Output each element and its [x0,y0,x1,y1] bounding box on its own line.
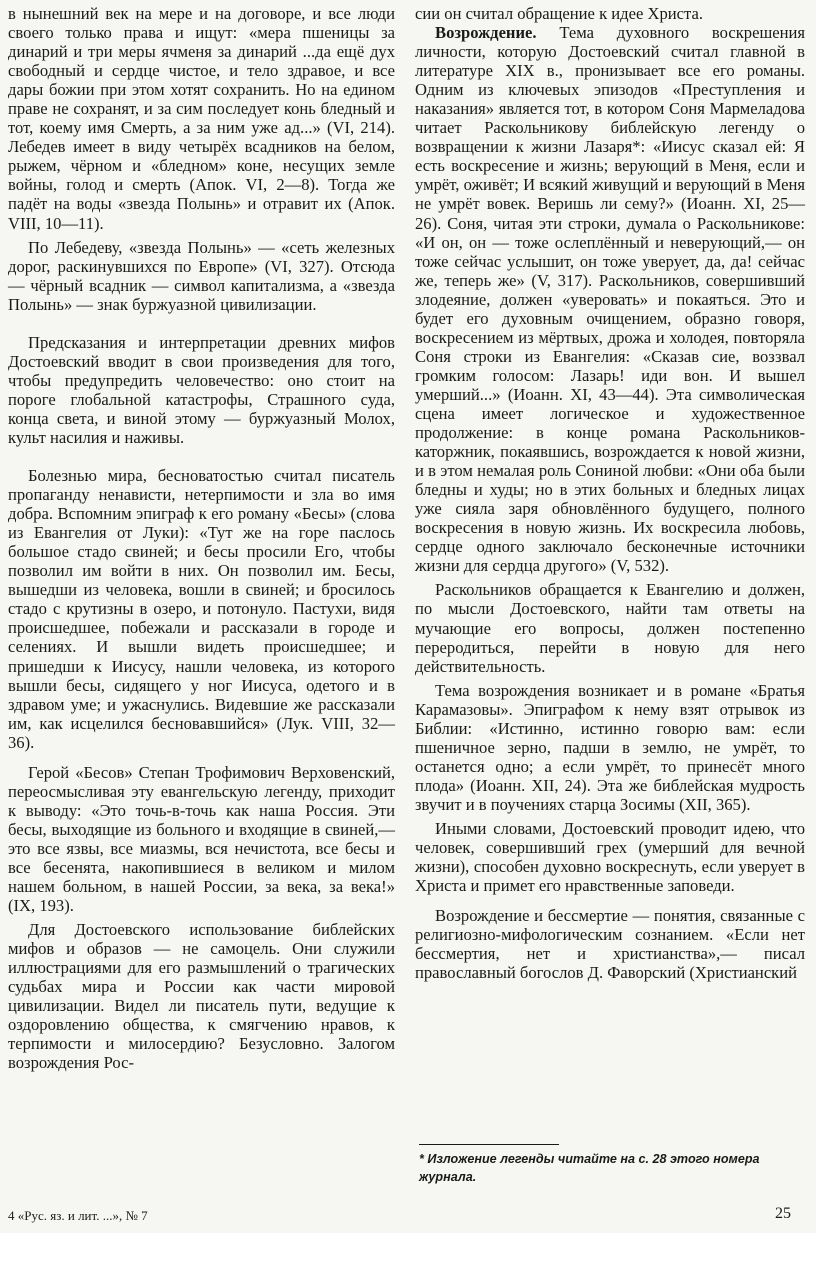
printer-signature: 4 «Рус. яз. и лит. ...», № 7 [8,1208,148,1223]
right-paragraph-2-text: Тема духовного воскрешения личности, которую Достоевский считал главной в литературе XIX в., пронизывает все его романы. Одним из ключевых эпизодов «Преступления и наказания» является тот, в котором Соня Мармеладова читает Раскольникову библейскую легенду о возвращении к жизни Лазаря*: «Иисус сказал ей: Я есть воскресение и жизнь; верующий в Меня, если и умрёт, оживёт; И всякий живущий и верующий в Меня не умрёт вовек. Веришь ли сему?» (Иоанн. XI, 25—26). Соня, читая эти строки, думала о Раскольникове: «И он, он — тоже ослеплённый и неверующий,— он тоже сейчас услышит, он тоже уверует, да, да! сейчас же, теперь же» (V, 317). Раскольников, совершивший злодеяние, должен «уверовать» и покаяться. Это и будет его духовным очищением, образно говоря, воскресением из мёртвых, дрожа и холодея, повторяла Соня строки из Евангелия: «Сказав сие, воззвал громким голосом: Лазарь! иди вон. И вышел умерший...» (Иоанн. XI, 43—44). Эта символическая сцена имеет логическое и художественное продолжение: в конце романа Раскольников-каторжник, покаявшись, возрождается к новой жизни, и в этом немалая роль Сониной любви: «Они оба были бледны и худы; но в этих больных и бледных лицах уже сияла заря обновлённого будущего, полного воскресения в новую жизнь. Их воскресила любовь, сердце одного заключало бесконечные источники жизни для сердца другого» (V, 532). [415,23,805,576]
right-paragraph-6: Возрождение и бессмертие — понятия, связанные с религиозно-мифологическим сознанием. «Если нет бессмертия, нет и христианства»,— писал православный богослов Д. Фаворский (Христианский [415,906,805,983]
right-paragraph-3: Раскольников обращается к Евангелию и должен, по мысли Достоевского, найти там ответы на мучающие его вопросы, должен постепенно переродиться, перейти в новую для него действительность. [415,580,805,676]
left-paragraph-1: в нынешний век на мере и на договоре, и все люди своего только права и ищут: «мера пшеницы за динарий и три меры ячменя за динарий ...да ещё дух свободный и сердце чистое, и тело здравое, и все дары божии при этом хотят сохранить. Но на едином праве не сохранят, и за сим последует конь бледный и тот, коему имя Смерть, а за ним уже ад...» (VI, 214). Лебедев имеет в виду четырёх всадников на белом, рыжем, чёрном и «бледном» коне, несущих земле войны, голод и смерть (Апок. VI, 2—8). Тогда же падёт на воды «звезда Полынь» и отравит их (Апок. VIII, 10—11). [8,4,395,233]
footnote: * Изложение легенды читайте на с. 28 этого номера журнала. [419,1152,760,1184]
right-paragraph-2 [415,23,805,575]
footnote-divider [419,1144,559,1145]
section-heading: Возрождение. [435,23,537,43]
right-paragraph-4: Тема возрождения возникает и в романе «Братья Карамазовы». Эпиграфом к нему взят отрывок из Библии: «Истинно, истинно говорю вам: если пшеничное зерно, падши в землю, не умрёт, то останется одно; а если умрёт, то принесёт много плода» (Иоанн. XII, 24). Эта же библейская мудрость звучит и в поучениях старца Зосимы (XII, 365). [415,680,805,814]
left-column [8,4,395,1072]
left-paragraph-4: Болезнью мира, бесноватостью считал писатель пропаганду ненависти, нетерпимости и зла во имя добра. Вспомним эпиграф к его роману «Бесы» (слова из Евангелия от Луки): «Тут же на горе паслось большое стадо свиней; и бесы просили Его, чтобы позволил им войти в них. Он позволил им. Бесы, вышедши из человека, вошли в свиней; и бросилось стадо с крутизны в озеро, и потонуло. Пастухи, видя происшедшее, побежали и рассказали в городе и селениях. И вышли видеть происшедшее; и пришедши к Иисусу, нашли человека, из которого вышли бесы, сидящего у ног Иисуса, одетого и в здравом уме; и ужаснулись. Видевшие же рассказали им, как исцелился бесновавшийся» (Лук. VIII, 32—36). [8,466,395,752]
right-paragraph-1: сии он считал обращение к идее Христа. [415,4,703,23]
left-paragraph-3: Предсказания и интерпретации древних мифов Достоевский вводит в свои произведения для того, чтобы предупредить человечество: оно стоит на пороге глобальной катастрофы, Страшного суда, конца света, и виной этому — буржуазный Молох, культ насилия и наживы. [8,332,395,447]
left-paragraph-2: По Лебедеву, «звезда Полынь» — «сеть железных дорог, раскинувшихся по Европе» (VI, 327). Отсюда — чёрный всадник — символ капитализма, а «звезда Полынь» — знак буржуазной цивилизации. [8,237,395,314]
right-column [415,4,805,982]
page-number: 25 [775,1205,791,1222]
left-paragraph-6: Для Достоевского использование библейских мифов и образов — не самоцель. Они служили иллюстрациями для его размышлений о трагических судьбах мира и России как части мировой цивилизации. Видел ли писатель пути, ведущие к оздоровлению общества, к смягчению нравов, к терпимости и милосердию? Безусловно. Залогом возрождения Рос- [8,920,395,1073]
right-paragraph-5: Иными словами, Достоевский проводит идею, что человек, совершивший грех (умерший для вечной жизни), способен духовно воскреснуть, если уверует в Христа и примет его нравственные заповеди. [415,818,805,896]
left-paragraph-5: Герой «Бесов» Степан Трофимович Верховенский, переосмысливая эту евангельскую легенду, приходит к выводу: «Это точь-в-точь как наша Россия. Эти бесы, выходящие из больного и входящие в свиней,— это все язвы, все миазмы, вся нечистота, все бесы и все бесенята, накопившиеся в великом и милом нашем больном, в нашей России, за века, за века!» (IX, 193). [8,762,395,916]
